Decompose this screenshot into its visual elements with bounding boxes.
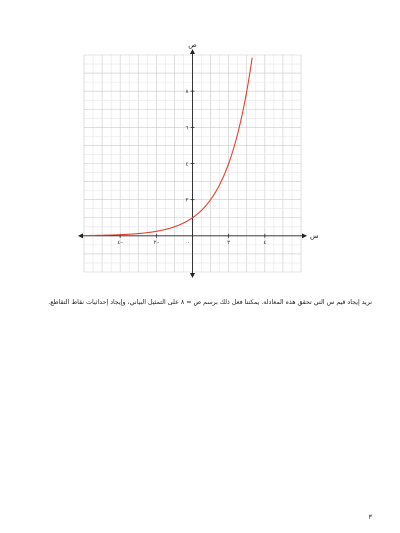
x-tick-label: ٤ xyxy=(263,239,267,246)
page-number: ٣ xyxy=(368,513,372,521)
x-tick-label: ٢ xyxy=(227,239,231,246)
y-tick-label: ٢ xyxy=(185,197,189,204)
caption-text: نريد إيجاد قيم س التي تحقق هذه المعادلة. يمكننا فعل ذلك برسم ص = ٨ على التمثيل البياني، وإيجاد إحداثيات نقاط التقاطع. xyxy=(48,299,372,306)
y-axis-arrow-up xyxy=(190,49,195,54)
y-tick-label: ٤ xyxy=(185,161,189,168)
x-tick-label: ٤– xyxy=(117,239,124,246)
y-tick-label: ٦ xyxy=(185,125,189,132)
x-tick-label: ٢– xyxy=(153,239,160,246)
x-tick-label: ٠ xyxy=(187,239,190,246)
x-axis-arrow-right xyxy=(302,233,307,238)
y-tick-label: ٨ xyxy=(185,89,189,96)
y-axis-label: ص xyxy=(188,41,197,49)
x-axis-arrow-left xyxy=(78,233,83,238)
y-axis-arrow-down xyxy=(190,273,195,278)
x-axis-label: س xyxy=(310,231,319,240)
